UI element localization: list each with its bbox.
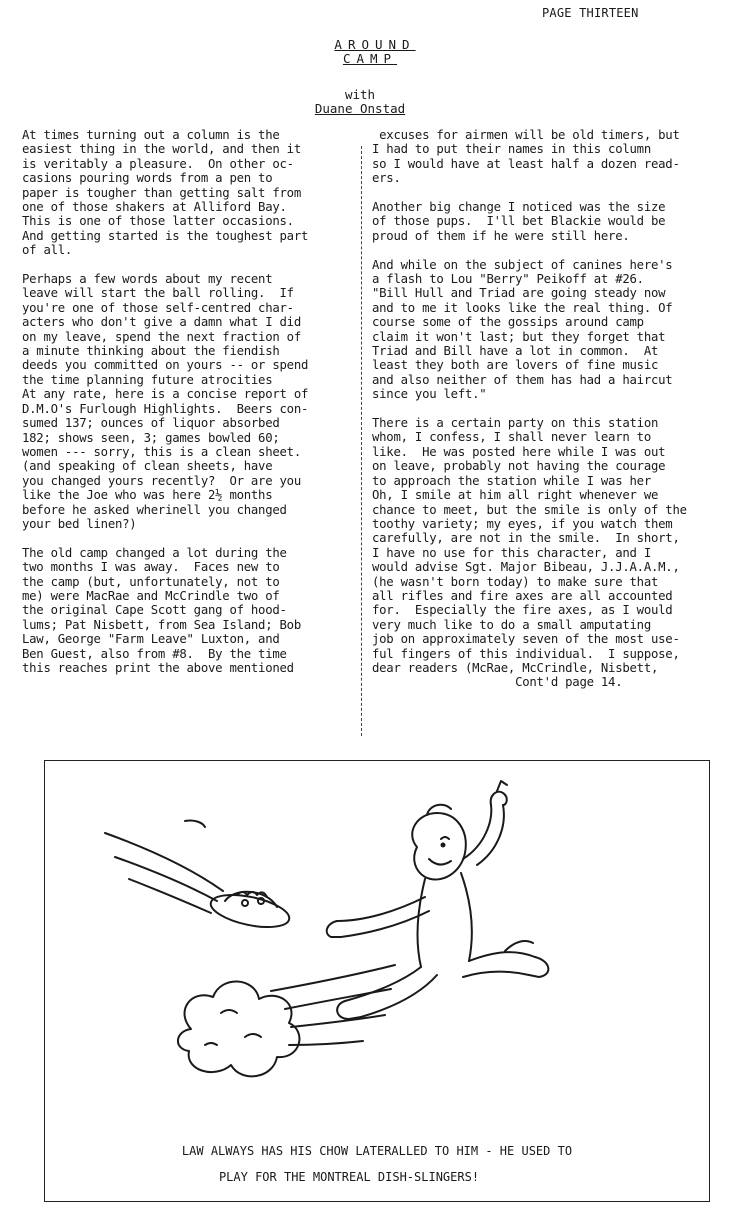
paragraph: And while on the subject of canines here's a flash to Lou "Berry" Peikoff at #26. "Bill Hull and Triad are going steady now and to me it looks like the real thing. Of course some of the gossips around camp claim it won't last; but they forget that Triad and Bill have a lot in common. At least they both are lovers of fine music and also neither of them has had a haircut since you left."	[372, 257, 673, 402]
paragraph: Another big change I noticed was the size of those pups. I'll bet Blackie would be proud of them if he were still here.	[372, 200, 666, 243]
cartoon-panel	[44, 760, 710, 1202]
paragraph: At times turning out a column is the easiest thing in the world, and then it is veritably a pleasure. On other oc- casions pouring words from a pen to paper is tougher than getting salt from one of those shakers at Alliford Bay. This is one of those latter occasions. And getting started is the toughest part of all.	[22, 128, 309, 258]
column-title	[0, 38, 750, 66]
cartoon-caption-line-1: LAW ALWAYS HAS HIS CHOW LATERALLED TO HIM - HE USED TO	[181, 1144, 573, 1158]
title-line-1: AROUND	[334, 37, 416, 52]
flying-dish	[208, 889, 292, 933]
running-figure	[327, 781, 549, 1019]
dust-cloud	[178, 981, 300, 1076]
cartoon-caption-line-2: PLAY FOR THE MONTREAL DISH-SLINGERS!	[218, 1170, 480, 1184]
byline-with: with	[344, 87, 376, 102]
paragraph: The old camp changed a lot during the two months I was away. Faces new to the camp (but, unfortunately, not to me) were MacRae and McCrindle two of the original Cape Scott gang of hood- lums; Pat Nisbett, from Sea Island; Bob Law, George "Farm Leave" Luxton, and Ben Guest, also from #8. By the time this reaches print the above mentioned	[22, 545, 301, 675]
column-divider	[361, 146, 362, 736]
right-column	[372, 128, 722, 704]
paragraph: Perhaps a few words about my recent leave will start the ball rolling. If you're one of those self-centred char- acters who don't give a damn what I did on my leave, spend the next fraction of a minute thinking about the fiendish deeds you committed on yours -- or spend the time planning future atrocities At any rate, here is a concise report of D.M.O's Furlough Highlights. Beers con- sumed 137; ounces of liquor absorbed 182; shows seen, 3; games bowled 60; women --- sorry, this is a clean sheet. (and speaking of clean sheets, have you changed yours recently? Or are you like the Joe who was here 2½ months before he asked wherinell you changed your bed linen?)	[22, 272, 309, 531]
dish-speed-lines	[105, 820, 223, 913]
byline-author: Duane Onstad	[314, 101, 406, 116]
title-line-2: CAMP	[342, 51, 398, 66]
page-number: PAGE THIRTEEN	[542, 6, 639, 20]
paragraph: There is a certain party on this station whom, I confess, I shall never learn to like. He was posted here while I was out on leave, probably not having the courage to approach the station while I was her Oh, I smile at him all right whenever we chance to meet, but the smile is only of the toothy variety; my eyes, if you watch them carefully, are not in the smile. In short, I have no use for this character, and I would advise Sgt. Major Bibeau, J.J.A.A.M., (he wasn't born today) to make sure that all rifles and fire axes are all accounted for. Especially the fire axes, as I would very much like to do a small amputating job on approximately seven of the most use- ful fingers of this individual. I suppose, dear readers (McRae, McCrindle, Nisbett, Cont'd page 14.	[372, 416, 687, 690]
cartoon-illustration	[45, 761, 709, 1201]
paragraph: excuses for airmen will be old timers, but I had to put their names in this column so I would have at least half a dozen read- ers.	[372, 128, 680, 186]
left-column	[22, 128, 357, 690]
